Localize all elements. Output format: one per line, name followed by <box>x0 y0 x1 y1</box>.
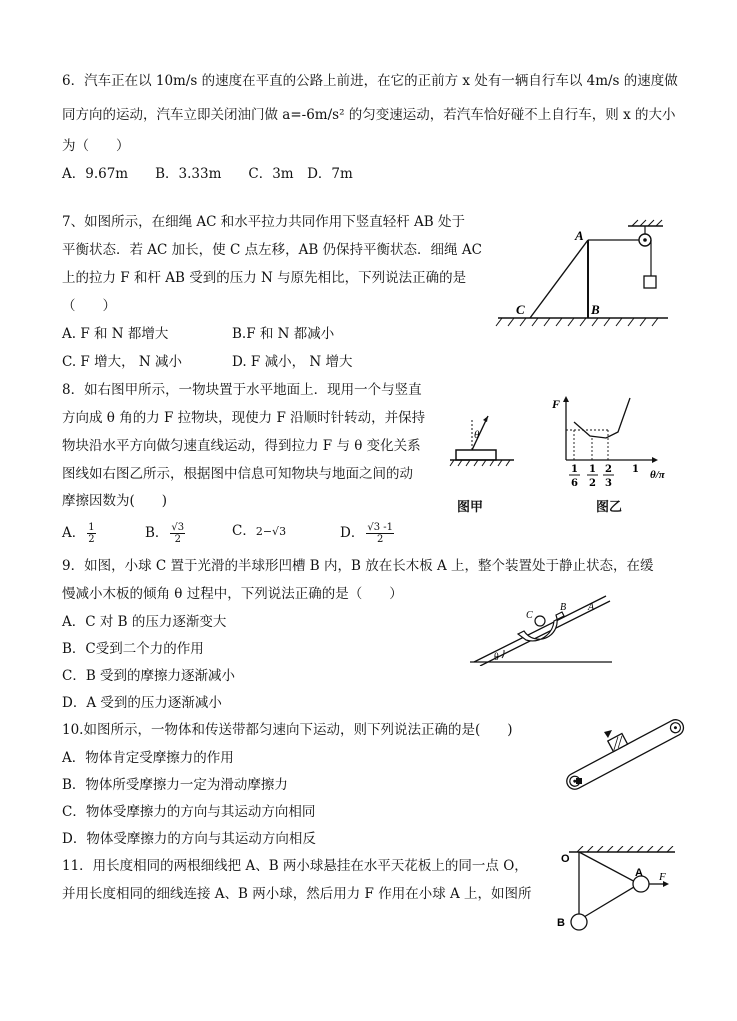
q10-option-a: A．物体肯定受摩擦力的作用 <box>62 750 234 766</box>
q8-fig-jia-caption: 图甲 <box>457 500 484 515</box>
q7-option-d: D. F 减小， N 增大 <box>232 354 353 370</box>
q9-figure <box>466 588 616 666</box>
q7-line4: （ ） <box>62 298 116 314</box>
q8-option-b-fraction <box>170 522 185 545</box>
q8-option-c <box>232 522 286 541</box>
q8-option-d-label: D． <box>340 525 365 541</box>
q9-option-a: A．C 对 B 的压力逐渐变大 <box>62 614 227 630</box>
q8-option-c-label: C． <box>232 523 256 539</box>
q7-line1: 7、如图所示，在细绳 AC 和水平拉力共同作用下竖直轻杆 AB 处于 <box>62 214 466 230</box>
q8-fig-yi-caption: 图乙 <box>596 500 623 515</box>
q6-line1: 6．汽车正在以 10m/s 的速度在平直的公路上前进，在它的正前方 x 处有一辆自行车以 4m/s 的速度做 <box>62 73 678 89</box>
q9-fig-label-c: C <box>526 610 533 621</box>
q10-line1: 10.如图所示，一物体和传送带都匀速向下运动，则下列说法正确的是( ) <box>62 722 513 738</box>
q10-figure <box>556 712 696 792</box>
q7-fig-label-b: B <box>591 302 600 317</box>
q8-option-a-fraction <box>87 522 95 545</box>
q8-tick2-num: 1 <box>589 464 596 475</box>
q7-line3: 上的拉力 F 和杆 AB 受到的压力 N 与原先相比，下列说法正确的是 <box>62 270 467 286</box>
q8-option-c-value: 2−√3 <box>255 525 287 538</box>
q11-fig-label-b: B <box>557 917 565 929</box>
q7-line2: 平衡状态．若 AC 加长，使 C 点左移，AB 仍保持平衡状态．细绳 AC <box>62 242 482 258</box>
q8-tick3-num: 2 <box>605 464 612 475</box>
q9-line2: 慢减小木板的倾角 θ 过程中，下列说法正确的是（ ） <box>62 586 403 602</box>
q8-option-d-fraction <box>366 522 394 545</box>
q9-option-c: C．B 受到的摩擦力逐渐减小 <box>62 668 236 684</box>
q9-fig-theta: θ <box>494 652 499 663</box>
q8-option-d-den: 2 <box>376 534 384 545</box>
q7-option-c: C. F 增大， N 减小 <box>62 354 182 370</box>
q11-figure <box>555 846 685 938</box>
q10-option-c: C．物体受摩擦力的方向与其运动方向相同 <box>62 804 316 820</box>
q11-fig-label-f: F <box>659 871 666 883</box>
q10-option-d: D．物体受摩擦力的方向与其运动方向相反 <box>62 831 316 847</box>
q7-option-a: A. F 和 N 都增大 <box>62 326 169 342</box>
q8-figure-yi <box>544 392 682 496</box>
q11-fig-label-a: A <box>635 867 643 879</box>
q8-option-a <box>62 522 98 545</box>
q9-fig-label-b: B <box>560 602 567 613</box>
q8-tick1-den: 6 <box>571 478 578 489</box>
q7-figure <box>488 218 678 330</box>
q8-axis-theta: θ/π <box>650 469 665 481</box>
q8-line5: 摩擦因数为( ) <box>62 493 168 509</box>
q11-line1: 11．用长度相同的两根细线把 A、B 两小球悬挂在水平天花板上的同一点 O， <box>62 858 528 874</box>
q8-tick2-den: 2 <box>589 478 596 489</box>
q6-line2: 同方向的运动，汽车立即关闭油门做 a=-6m/s² 的匀变速运动，若汽车恰好碰不上自行车，则 x 的大小 <box>62 107 676 123</box>
q8-line1: 8．如右图甲所示，一物块置于水平地面上．现用一个与竖直 <box>62 382 422 398</box>
q9-line1: 9．如图，小球 C 置于光滑的半球形凹槽 B 内，B 放在长木板 A 上，整个装置处于静止状态，在缓 <box>62 558 654 574</box>
q8-tick3-den: 3 <box>605 478 612 489</box>
q8-option-d-num: √3 -1 <box>367 522 393 533</box>
q8-line3: 物块沿水平方向做匀速直线运动，得到拉力 F 与 θ 变化关系 <box>62 438 421 454</box>
q8-axis-f: F <box>552 397 561 411</box>
q8-option-a-num: 1 <box>88 522 95 533</box>
q8-tick1-num: 1 <box>571 464 578 475</box>
q7-fig-label-a: A <box>575 228 584 243</box>
q8-figure-jia <box>448 410 518 470</box>
q8-option-a-den: 2 <box>88 534 95 545</box>
q8-fig-theta: θ <box>474 429 480 441</box>
q9-fig-label-a: A <box>588 602 595 613</box>
q7-option-b: B.F 和 N 都减小 <box>232 326 335 342</box>
q8-option-a-label: A． <box>62 525 86 541</box>
q11-line2: 并用长度相同的细线连接 A、B 两小球，然后用力 F 作用在小球 A 上，如图所 <box>62 886 532 902</box>
q9-option-d: D．A 受到的压力逐渐减小 <box>62 695 222 711</box>
q10-option-b: B．物体所受摩擦力一定为滑动摩擦力 <box>62 777 288 793</box>
q8-line4: 图线如右图乙所示，根据图中信息可知物块与地面之间的动 <box>62 466 413 482</box>
q6-line3: 为（ ） <box>62 138 130 154</box>
q9-option-b: B．C受到二个力的作用 <box>62 641 204 657</box>
q8-option-b-num: √3 <box>171 522 185 533</box>
q8-line2: 方向成 θ 角的力 F 拉物块，现使力 F 沿顺时针转动，并保持 <box>62 410 426 426</box>
q8-option-b-den: 2 <box>174 534 181 545</box>
q8-option-d <box>340 522 396 545</box>
q8-tick4: 1 <box>632 464 639 475</box>
q8-option-b-label: B． <box>145 525 169 541</box>
q11-fig-label-o: O <box>561 853 570 865</box>
q8-option-b <box>145 522 187 545</box>
q7-fig-label-c: C <box>516 302 525 317</box>
q6-options: A．9.67m B．3.33m C．3m D．7m <box>62 166 353 182</box>
